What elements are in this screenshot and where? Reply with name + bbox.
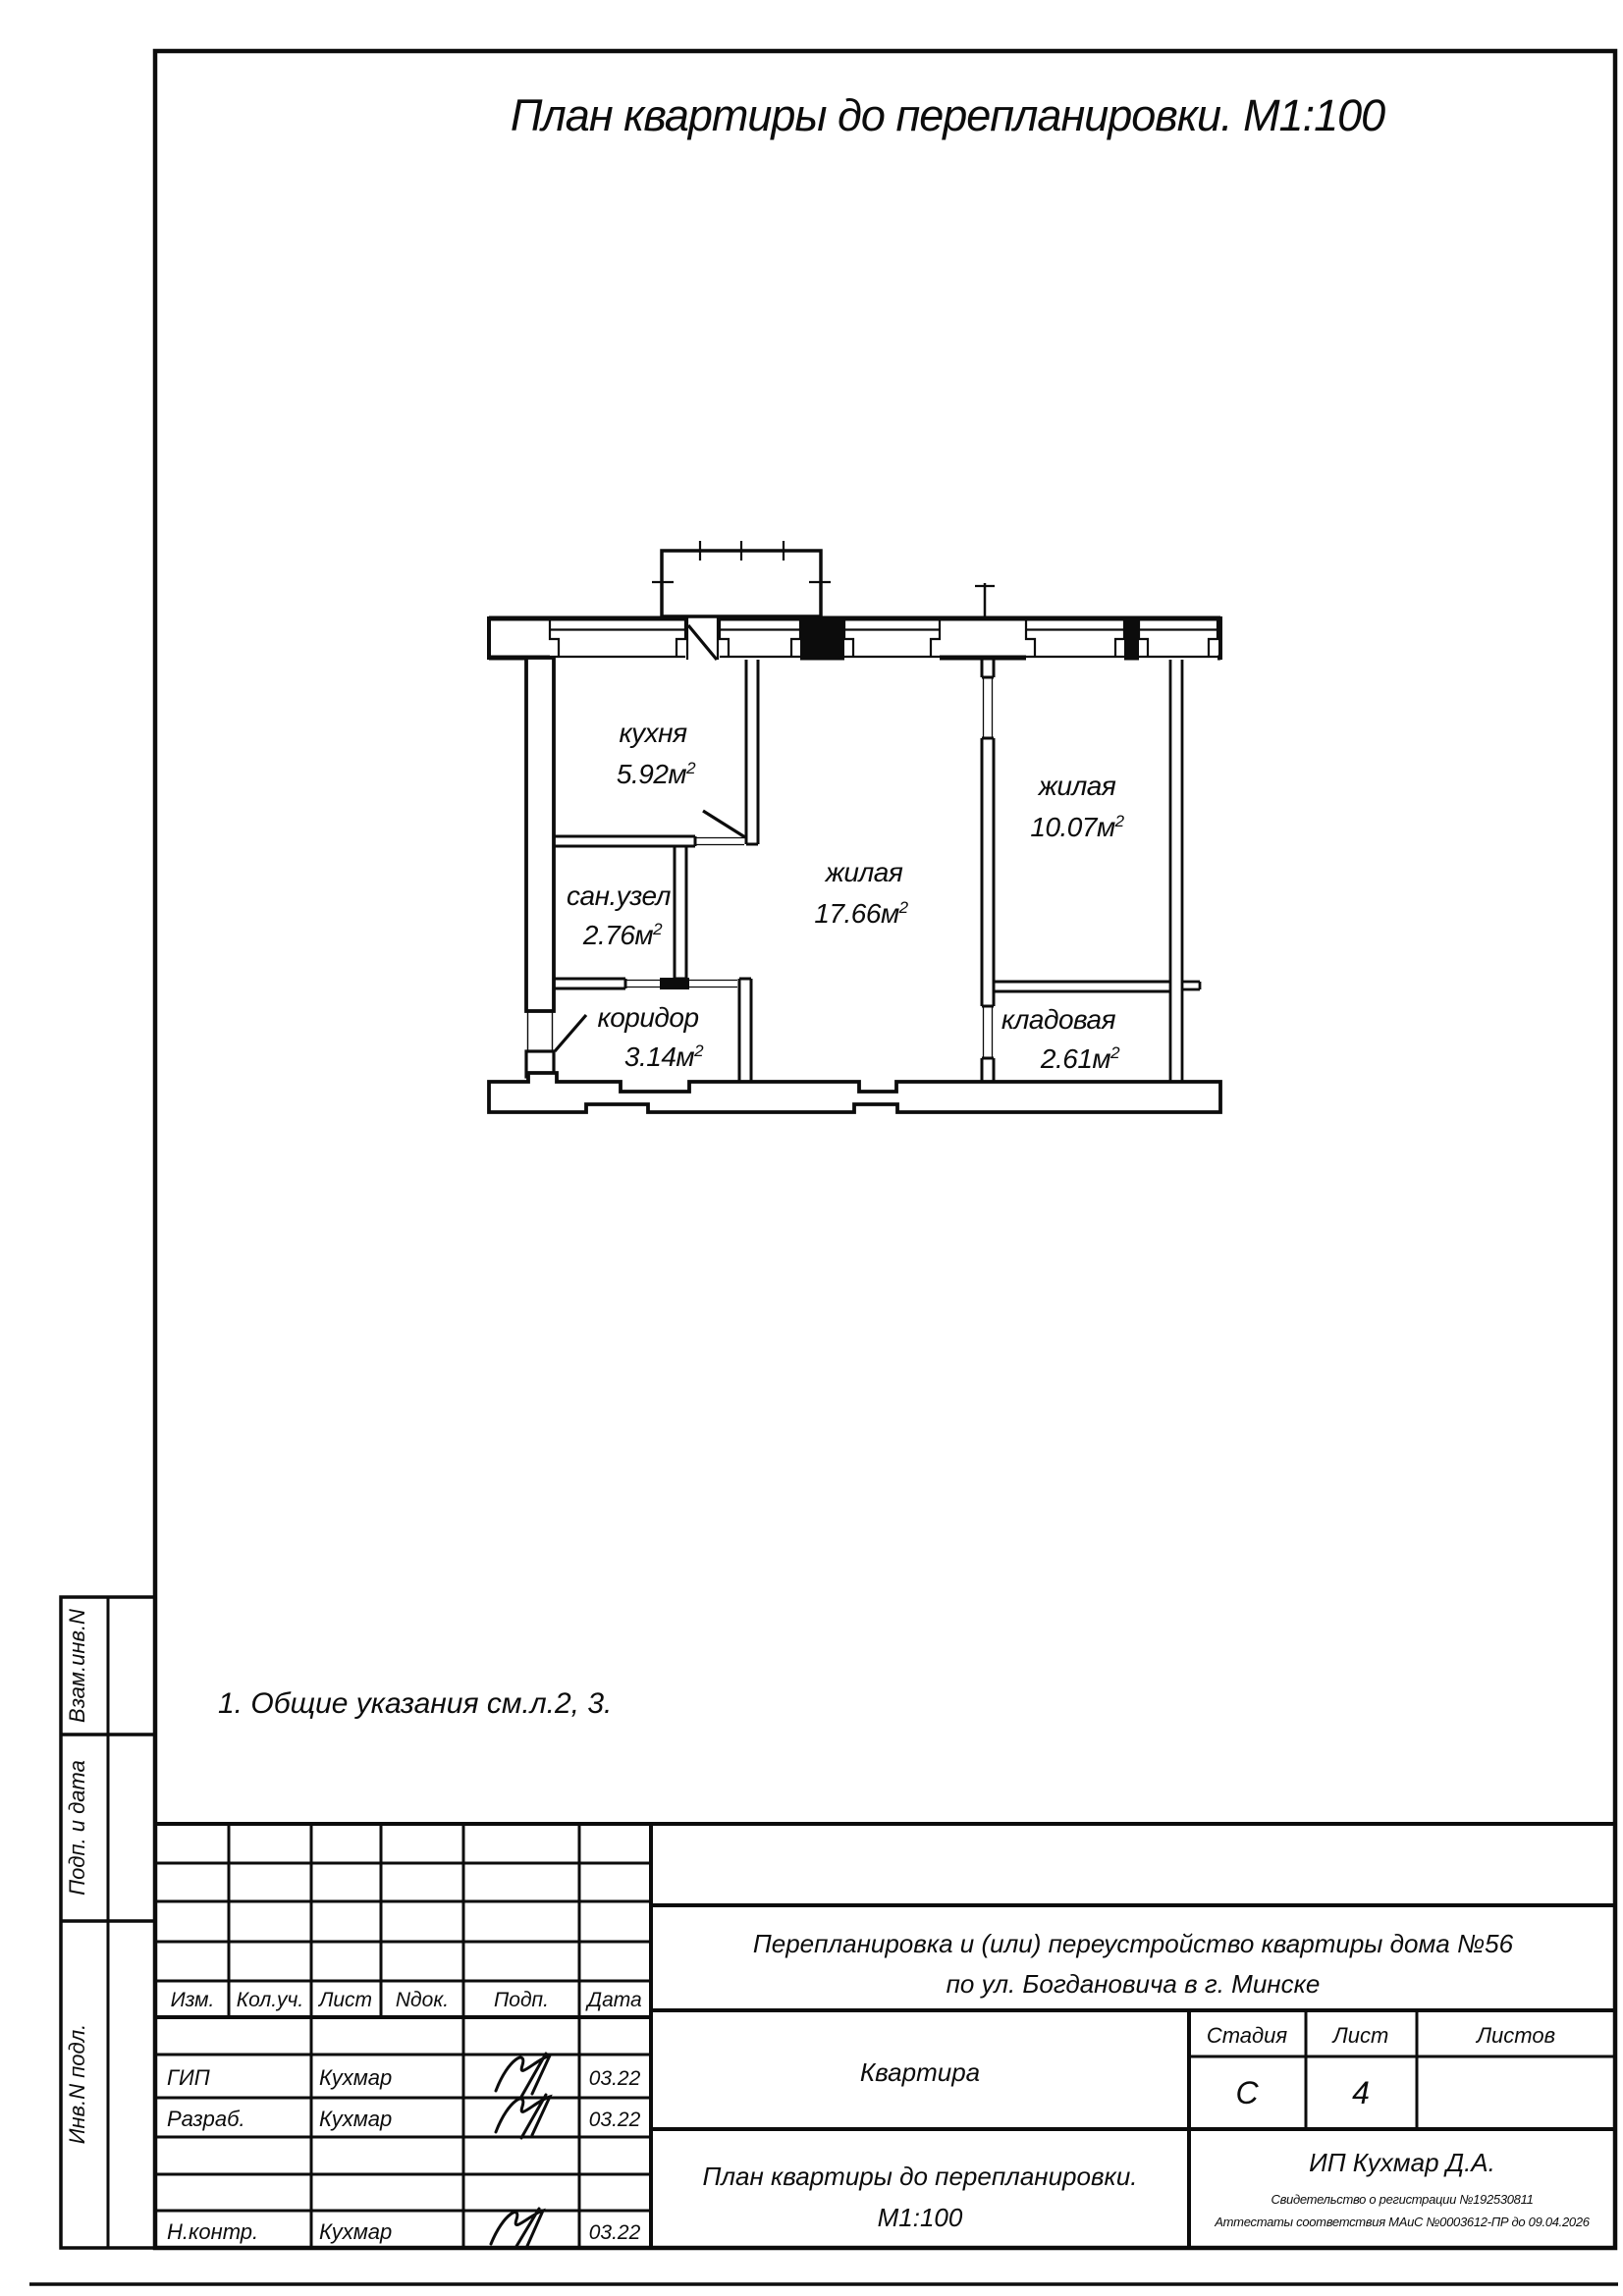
doc-title-line2: М1:100 [877,2203,963,2232]
exterior-wall-top [489,616,1220,660]
strip-label-inv: Инв.N подл. [65,2023,89,2145]
sig-date: 03.22 [588,2221,641,2244]
room-area: $5.92м^2$ [616,759,696,789]
wall-living-divider [982,660,994,1082]
wall-pier [800,617,844,659]
signature-nkontr [491,2209,543,2248]
door-leaf [688,625,717,660]
room-labels [567,718,1125,1074]
room-name: жилая [1038,771,1116,801]
company-cert1: Свидетельство о регистрации №192530811 [1271,2192,1534,2207]
window-kitchen [550,619,685,657]
sig-role: Н.контр. [167,2219,259,2244]
wall-sanuzel [675,846,686,979]
room-name: кухня [619,718,687,748]
kitchen-door-leaf [703,811,745,837]
sheet-value: 4 [1352,2075,1370,2110]
wall-kladovaya [994,982,1170,991]
page-title: План квартиры до перепланировки. М1:100 [510,90,1385,140]
window-neighbour [1139,619,1217,657]
col-izm: Изм. [170,1989,215,2011]
general-note: 1. Общие указания см.л.2, 3. [218,1687,613,1720]
room-area: $3.14м^2$ [623,1041,704,1072]
col-ndok: Nдок. [395,1989,450,2011]
signature-rows [167,2065,641,2244]
project-line1: Перепланировка и (или) переустройство квартиры дома №56 [752,1929,1514,1958]
sig-date: 03.22 [588,2109,641,2131]
strip-label-vzam: Взам.инв.N [65,1609,89,1723]
room-area: $2.61м^2$ [1040,1043,1120,1074]
wall-kitchen [554,660,758,846]
wall-pier [1124,617,1139,659]
room-area: $2.76м^2$ [582,920,663,950]
sheets-label: Листов [1476,2023,1556,2048]
window-living-1 [720,619,800,657]
room-name: коридор [597,1002,699,1033]
room-area: $10.07м^2$ [1030,812,1124,842]
left-margin-strip [61,1597,155,2248]
exterior-wall-bottom [489,1073,1220,1112]
project-name [753,1929,1514,1999]
windows [550,619,1217,657]
sig-role: Разраб. [167,2107,245,2131]
sig-name: Кухмар [319,2107,393,2131]
col-koluch: Кол.уч. [236,1989,304,2011]
party-wall-right [1170,660,1200,1082]
signature-razrab [496,2095,550,2138]
window-living-small [1026,619,1124,657]
room-area: $17.66м^2$ [814,898,908,929]
col-podp: Подп. [494,1989,549,2011]
project-line2: по ул. Богдановича в г. Минске [946,1969,1321,1999]
col-list: Лист [318,1989,373,2011]
room-name: кладовая [1001,1004,1116,1035]
strip-label-podp: Подп. и дата [65,1760,89,1896]
company-name: ИП Кухмар Д.А. [1309,2148,1495,2177]
sheet-label: Лист [1332,2023,1389,2048]
exterior-wall-left [526,658,586,1077]
doc-title-cell [702,2162,1137,2232]
object-name: Квартира [859,2057,981,2087]
stage-value: С [1235,2075,1259,2110]
window-living-2 [844,619,940,657]
entrance-door-leaf [555,1015,586,1051]
change-table-header [171,1989,642,2011]
company-cert2: Аттестаты соответствия МАиС №0003612-ПР до 09.04.2026 [1215,2215,1590,2229]
sig-date: 03.22 [588,2067,641,2090]
sig-role: ГИП [167,2065,210,2090]
sig-name: Кухмар [319,2065,393,2090]
signature-gip [496,2054,550,2097]
hand-signatures [491,2054,550,2248]
company-cell [1214,2148,1591,2229]
balcony [652,541,831,616]
room-name: жилая [825,857,903,887]
stage-label: Стадия [1206,2023,1288,2048]
floor-plan [489,541,1220,1112]
col-data: Дата [587,1989,642,2011]
room-name: сан.узел [567,881,671,911]
stage-sheet-header [1207,2023,1555,2110]
sig-name: Кухмар [319,2219,393,2244]
title-block [155,1824,1615,2248]
doc-title-line1: План квартиры до перепланировки. [702,2162,1138,2191]
balcony-door [687,616,718,660]
adjacent-balcony-line [975,583,995,617]
